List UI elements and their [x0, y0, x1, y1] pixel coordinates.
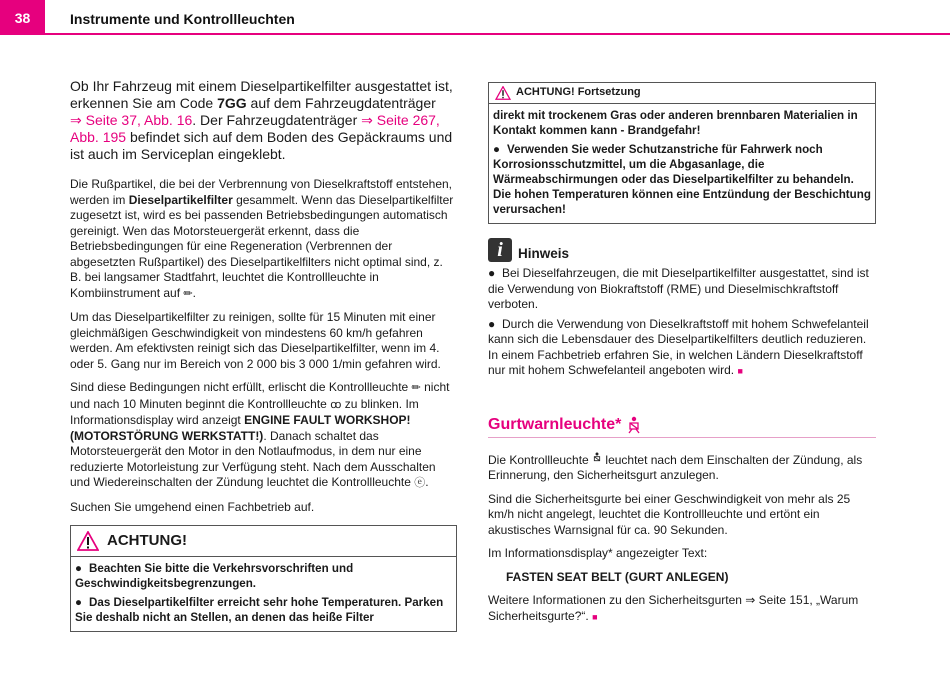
- intro-text: Ob Ihr Fahrzeug mit einem Dieselpartikelfilter ausgestattet ist, erkennen Sie am Code: [70, 78, 453, 111]
- intro-text: befindet sich auf dem Boden des Gepäckraums und ist auch im Serviceplan eingeklebt.: [70, 129, 453, 162]
- intro-text: auf dem Fahrzeugdatenträger: [246, 95, 436, 111]
- hinweis-item: [488, 317, 876, 380]
- warning-item: [493, 142, 871, 217]
- paragraph-bedingungen: [70, 380, 457, 492]
- body-text: gesammelt. Wenn das Dieselpartikelfilter zugesetzt ist, wird es bei passenden Betriebsbedingungen automatisch gereinigt. Wen das Motorsteuergerät erkennt, dass die Betriebsbedingungen für eine Regeneration (Verbrennen der abgesetzten Rußpartikel) des Dieselpartikelfilters nicht optimal sind, z. B. bei langsamer Stadtfahrt, leuchtet die Kontrollleuchte in Kombiinstrument auf: [70, 192, 454, 300]
- body-text: .: [425, 475, 429, 489]
- reference-arrow-icon: ⇒: [361, 112, 373, 128]
- header-divider: [45, 33, 950, 35]
- body-text: .: [192, 285, 196, 300]
- end-mark-icon: ■: [737, 366, 743, 376]
- section-title-gurtwarnleuchte: [488, 416, 876, 438]
- paragraph-fachbetrieb: Suchen Sie umgehend einen Fachbetrieb auf.: [70, 499, 315, 514]
- warning-continued-title: ACHTUNG! Fortsetzung: [516, 86, 641, 99]
- warning-item-text: Beachten Sie bitte die Verkehrsvorschriften und Geschwindigkeitsbegrenzungen.: [75, 562, 354, 590]
- bullet-icon: ●: [75, 596, 83, 609]
- hinweis-title: Hinweis: [518, 246, 570, 261]
- paragraph-russpartikel: [70, 177, 457, 302]
- display-text: FASTEN SEAT BELT (GURT ANLEGEN): [506, 569, 729, 584]
- body-text[interactable]: Seite 151, „Warum Sicherheitsgurte?“.: [488, 593, 859, 623]
- bullet-icon: ●: [493, 143, 501, 156]
- warning-header: [71, 526, 456, 557]
- bold-term: Dieselpartikelfilter: [128, 192, 233, 207]
- warning-box: [70, 525, 457, 632]
- warning-item-text: Das Dieselpartikelfilter erreicht sehr hohe Temperaturen. Parken Sie deshalb nicht an Stellen, an denen das heiße Filter: [75, 596, 444, 624]
- hinweis-item-text: Durch die Verwendung von Dieselkraftstoff mit hohem Schwefelanteil kann sich die Lebensdauer des Dieselpartikelfilters deutlich reduzieren. In einem Fachbetrieb erfahren Sie, in welchen Ländern Dieselkraftstoff nur mit hohem Schwefelanteil angeboten wird.: [488, 316, 869, 377]
- code-7gg: 7GG: [217, 95, 247, 111]
- bullet-icon: ●: [488, 316, 496, 331]
- body-text: leuchtet nach dem Einschalten der Zündung, als Erinnerung, den Sicherheitsgurt anzulegen.: [488, 452, 863, 482]
- warning-continued-text: direkt mit trockenem Gras oder anderen brennbaren Materialien in Kontakt kommen kann - Brandgefahr!: [493, 109, 858, 137]
- intro-paragraph: [70, 78, 457, 163]
- page-header-title: Instrumente und Kontrollleuchten: [70, 11, 295, 27]
- right-column: [488, 82, 876, 625]
- body-text: zu blinken. Im Informationsdisplay wird anzeigt: [70, 396, 419, 427]
- link-seite-37[interactable]: Seite 37, Abb. 16: [85, 112, 193, 128]
- preheat-icon: ꝏ: [330, 398, 342, 411]
- warning-triangle-icon: [495, 86, 511, 100]
- section-title-text: Gurtwarnleuchte*: [488, 415, 622, 433]
- dpf-warning-icon: ✏: [411, 382, 421, 394]
- reference-arrow-icon: ⇒: [745, 593, 756, 607]
- link-seite-267[interactable]: Seite 267, Abb. 195: [70, 112, 440, 145]
- body-text: nicht und nach 10 Minuten beginnt die Kontrollleuchte: [70, 380, 450, 411]
- warning-body: [71, 557, 456, 631]
- paragraph-kontrollleuchte: [488, 452, 876, 484]
- body-text: Sind diese Bedingungen nicht erfüllt, erlischt die Kontrollleuchte: [70, 380, 412, 394]
- engine-icon: ⓔ: [414, 477, 426, 489]
- warning-title: ACHTUNG!: [107, 532, 187, 550]
- info-icon: i: [488, 238, 512, 262]
- dpf-warning-icon: ✏: [183, 287, 193, 300]
- warning-item: [75, 561, 452, 591]
- paragraph-weitere-info: [488, 593, 876, 625]
- warning-item: [75, 595, 452, 625]
- end-mark-icon: ■: [592, 611, 598, 622]
- warning-continued-box: [488, 82, 876, 224]
- body-text: Weitere Informationen zu den Sicherheitsgurten: [488, 593, 746, 607]
- body-text: . Danach schaltet das Motorsteuergerät den Motor in den Notlaufmodus, in dem nur eine reduzierte Motorleistung zur Verfügung steht. Nach dem Ausschalten und Wiedereinschalten der Zündung leuchtet die Kontrollleuchte: [70, 428, 436, 489]
- intro-text: . Der Fahrzeugdatenträger: [192, 112, 362, 128]
- seatbelt-icon: [627, 416, 641, 434]
- page-number: 38: [0, 0, 45, 35]
- paragraph-display: Im Informationsdisplay* angezeigter Text:: [488, 546, 708, 560]
- seatbelt-icon: [592, 452, 602, 464]
- display-message: ENGINE FAULT WORKSHOP! (MOTORSTÖRUNG WERKSTATT!): [70, 413, 411, 443]
- bullet-icon: ●: [75, 562, 83, 575]
- paragraph-reinigung: Um das Dieselpartikelfilter zu reinigen, sollte für 15 Minuten mit einer gleichmäßigen Geschwindigkeit von mindestens 60 km/h gefahren werden. Am efektivsten reinigt sich das Dieselpartikelfilter, wenn im 4. oder 5. Gang nur im Bereich von 2 000 bis 3 000 1/min gefahren wird.: [70, 310, 441, 371]
- hinweis-item-text: Bei Dieselfahrzeugen, die mit Dieselpartikelfilter ausgestattet, sind ist die Verwendung von Biokraftstoff (RME) und Dieselmischkraftstoff verboten.: [488, 266, 869, 311]
- warning-continued-body: [489, 104, 875, 223]
- reference-arrow-icon: ⇒: [70, 112, 82, 128]
- body-text: Die Kontrollleuchte: [488, 452, 593, 467]
- warning-continued-header: [489, 83, 875, 104]
- paragraph-geschwindigkeit: Sind die Sicherheitsgurte bei einer Geschwindigkeit von mehr als 25 km/h nicht angelegt, leuchtet die Kontrollleuchte und ertönt ein akustisches Warnsignal für ca. 90 Sekunden.: [488, 491, 851, 537]
- hinweis-header: [488, 238, 876, 262]
- warning-triangle-icon: [77, 531, 99, 551]
- body-text: Die Rußpartikel, die bei der Verbrennung von Dieselkraftstoff entstehen, werden im: [70, 177, 452, 207]
- bullet-icon: ●: [488, 266, 496, 280]
- left-column: [70, 78, 457, 632]
- hinweis-item: [488, 266, 876, 313]
- warning-item-text: Verwenden Sie weder Schutzanstriche für Fahrwerk noch Korrosionsschutzmittel, um die Abgasanlage, die Wärmeabschirmungen oder das Dieselpartikelfilter zu behandeln. Die hohen Temperaturen können eine Entzündung der Beschichtung verursachen!: [493, 143, 871, 216]
